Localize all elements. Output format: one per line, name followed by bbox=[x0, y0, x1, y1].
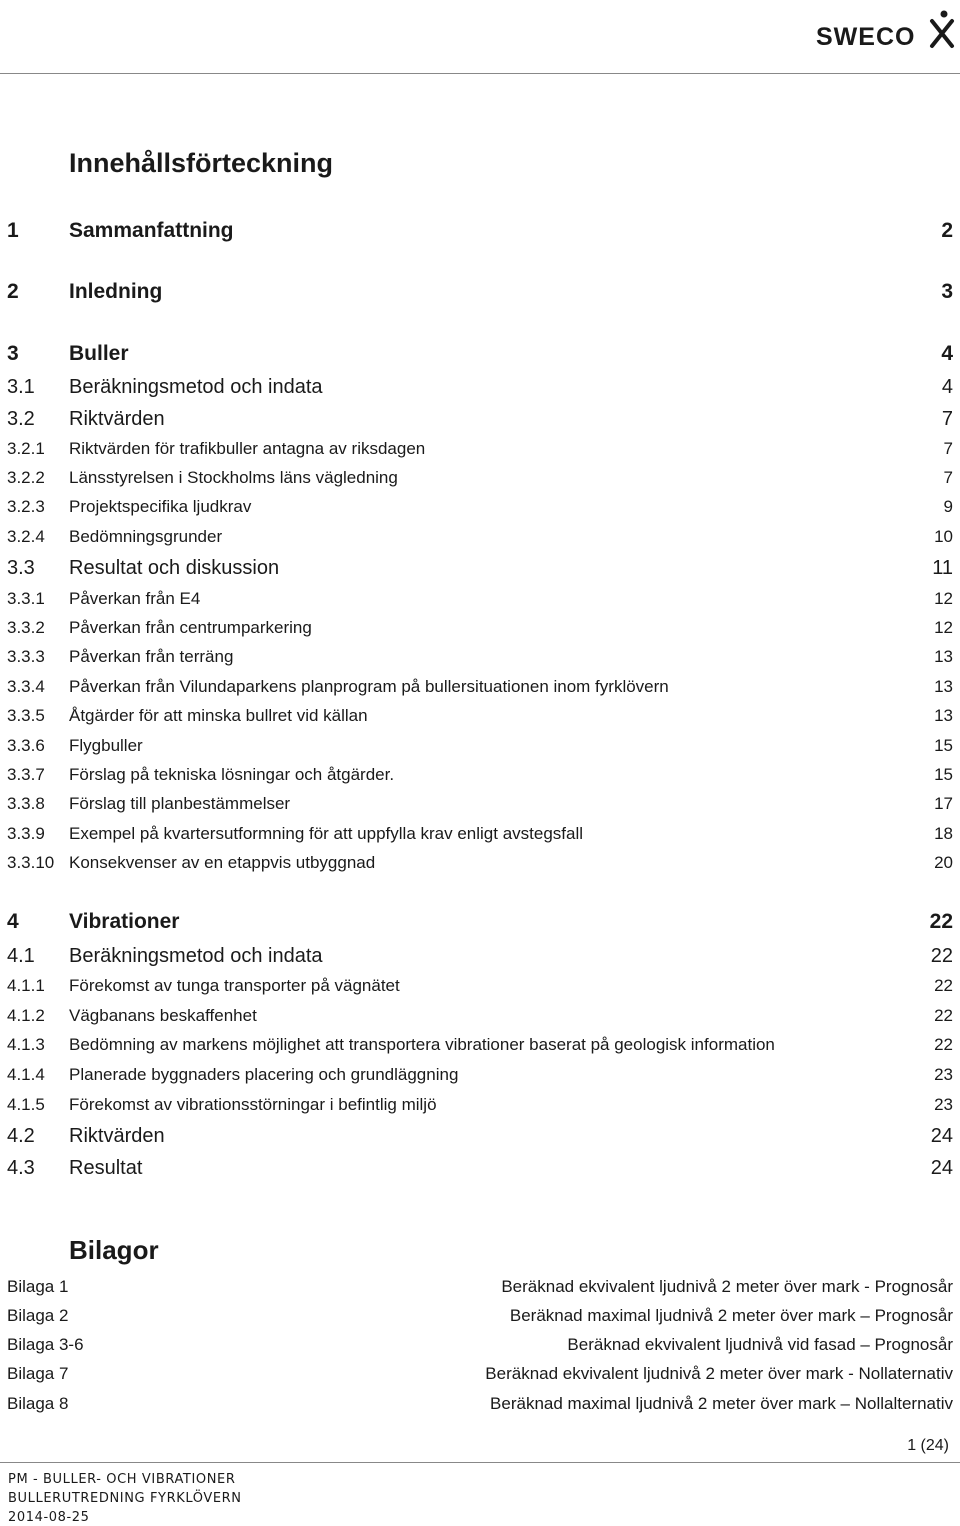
toc-entry-number: 3.1 bbox=[7, 376, 35, 398]
footer-rule bbox=[0, 1462, 960, 1463]
toc-entry-title: Förslag på tekniska lösningar och åtgärder. bbox=[69, 765, 395, 784]
attachments-title: Bilagor bbox=[69, 1235, 159, 1265]
toc-entry-page: 12 bbox=[934, 589, 953, 608]
toc-entry-page: 22 bbox=[934, 1035, 953, 1054]
attachment-description: Beräknad ekvivalent ljudnivå vid fasad – Prognosår bbox=[567, 1335, 953, 1354]
toc-title: Innehållsförteckning bbox=[69, 148, 334, 178]
toc-entry-page: 2 bbox=[941, 219, 953, 242]
toc-entry-page: 22 bbox=[930, 945, 953, 967]
toc-entry-page: 22 bbox=[934, 1006, 953, 1025]
toc-entry-number: 3.2.1 bbox=[7, 439, 45, 458]
attachment-name: Bilaga 7 bbox=[7, 1364, 69, 1383]
toc-entry-number: 3.3.6 bbox=[7, 736, 45, 755]
toc-entry-number: 4.1.5 bbox=[7, 1095, 45, 1114]
toc-entry-number: 3.2.3 bbox=[7, 497, 45, 516]
attachment-name: Bilaga 2 bbox=[7, 1306, 69, 1325]
toc-entry-page: 9 bbox=[943, 497, 953, 516]
toc-entry-title: Förslag till planbestämmelser bbox=[69, 794, 291, 813]
toc-entry-page: 22 bbox=[929, 910, 953, 933]
toc-entry-page: 7 bbox=[943, 439, 953, 458]
toc-entry-title: Vägbanans beskaffenhet bbox=[69, 1006, 257, 1025]
toc-entry-page: 22 bbox=[934, 976, 953, 995]
toc-entry-page: 7 bbox=[941, 408, 953, 430]
toc-entry-page: 12 bbox=[934, 618, 953, 637]
toc-entry-number: 3.3.8 bbox=[7, 794, 45, 813]
toc-entry-number: 4.3 bbox=[7, 1157, 35, 1179]
toc-entry-title: Riktvärden bbox=[69, 1125, 165, 1147]
toc-entry-number: 2 bbox=[7, 280, 19, 303]
toc-entry-title: Konsekvenser av en etappvis utbyggnad bbox=[69, 853, 376, 872]
toc-entry-number: 3.3 bbox=[7, 557, 35, 579]
sweco-x-figure-icon bbox=[932, 11, 952, 47]
footer-doc-type: PM - BULLER- OCH VIBRATIONER bbox=[8, 1472, 236, 1487]
header-rule bbox=[0, 73, 960, 74]
toc-entry-number: 3.3.10 bbox=[7, 853, 55, 872]
toc-entry-number: 4.1.2 bbox=[7, 1006, 45, 1025]
sweco-logo bbox=[816, 8, 956, 52]
toc-entry-title: Länsstyrelsen i Stockholms läns vägledning bbox=[69, 468, 398, 487]
toc-entry-page: 7 bbox=[943, 468, 953, 487]
toc-entry-title: Bedömning av markens möjlighet att transportera vibrationer baserat på geologisk information bbox=[69, 1035, 775, 1054]
toc-entry-page: 3 bbox=[941, 280, 953, 303]
toc-entry-number: 3.2 bbox=[7, 408, 35, 430]
toc-entry-page: 11 bbox=[932, 557, 953, 579]
toc-entry-number: 3.2.2 bbox=[7, 468, 45, 487]
toc-entry-number: 4.2 bbox=[7, 1125, 35, 1147]
attachment-name: Bilaga 8 bbox=[7, 1394, 69, 1413]
toc-entry-title: Förekomst av vibrationsstörningar i befintlig miljö bbox=[69, 1095, 437, 1114]
toc-entry-number: 3.3.1 bbox=[7, 589, 45, 608]
toc-entry-title: Resultat och diskussion bbox=[69, 557, 280, 579]
toc-entry-number: 3.3.9 bbox=[7, 824, 45, 843]
toc-entry-number: 3.3.3 bbox=[7, 647, 45, 666]
toc-entry-page: 10 bbox=[934, 527, 953, 546]
footer-project: BULLERUTREDNING FYRKLÖVERN bbox=[8, 1491, 242, 1506]
toc-entry-title: Påverkan från terräng bbox=[69, 647, 234, 666]
toc-entry-number: 1 bbox=[7, 219, 19, 242]
page-number: 1 (24) bbox=[907, 1437, 949, 1454]
sweco-logo-text: SWECO bbox=[816, 23, 916, 51]
toc-entry-title: Sammanfattning bbox=[69, 219, 234, 242]
toc-entry-page: 13 bbox=[934, 706, 953, 725]
toc-entry-title: Påverkan från centrumparkering bbox=[69, 618, 312, 637]
toc-entry-number: 4.1.1 bbox=[7, 976, 45, 995]
toc-entry-title: Påverkan från Vilundaparkens planprogram på bullersituationen inom fyrklövern bbox=[69, 677, 669, 696]
toc-entry-title: Påverkan från E4 bbox=[69, 589, 201, 608]
toc-entry-number: 4.1.3 bbox=[7, 1035, 45, 1054]
toc-entry-page: 4 bbox=[941, 376, 953, 398]
toc-entry-title: Flygbuller bbox=[69, 736, 143, 755]
toc-entry-number: 3.3.7 bbox=[7, 765, 45, 784]
toc-entry-title: Bedömningsgrunder bbox=[69, 527, 223, 546]
toc-entry-page: 13 bbox=[934, 647, 953, 666]
toc-entry-page: 13 bbox=[934, 677, 953, 696]
toc-entry-page: 23 bbox=[934, 1065, 953, 1084]
toc-entry-title: Buller bbox=[69, 342, 129, 365]
attachment-description: Beräknad maximal ljudnivå 2 meter över mark – Nollalternativ bbox=[490, 1394, 953, 1413]
toc-entry-title: Beräkningsmetod och indata bbox=[69, 945, 323, 967]
toc-entry-number: 3.3.2 bbox=[7, 618, 45, 637]
toc-entry-number: 4 bbox=[7, 910, 19, 933]
toc-entry-title: Åtgärder för att minska bullret vid källan bbox=[69, 706, 368, 725]
toc-entry-number: 4.1 bbox=[7, 945, 35, 967]
toc-entry-title: Planerade byggnaders placering och grundläggning bbox=[69, 1065, 459, 1084]
attachment-description: Beräknad ekvivalent ljudnivå 2 meter över mark - Prognosår bbox=[501, 1277, 953, 1296]
toc-entry-title: Riktvärden bbox=[69, 408, 165, 430]
toc-entry-title: Resultat bbox=[69, 1157, 143, 1179]
toc-entry-page: 20 bbox=[934, 853, 953, 872]
toc-entry-page: 18 bbox=[934, 824, 953, 843]
toc-entry-number: 3 bbox=[7, 342, 19, 365]
toc-entry-number: 3.3.5 bbox=[7, 706, 45, 725]
attachment-name: Bilaga 1 bbox=[7, 1277, 69, 1296]
toc-entry-title: Riktvärden för trafikbuller antagna av riksdagen bbox=[69, 439, 426, 458]
toc-entry-title: Inledning bbox=[69, 280, 163, 303]
toc-entry-page: 17 bbox=[934, 794, 953, 813]
toc-entry-number: 3.3.4 bbox=[7, 677, 45, 696]
toc-entry-page: 24 bbox=[930, 1125, 953, 1147]
toc-entry-page: 15 bbox=[934, 765, 953, 784]
attachment-name: Bilaga 3-6 bbox=[7, 1335, 84, 1354]
footer-date: 2014-08-25 bbox=[8, 1510, 90, 1525]
toc-entry-page: 24 bbox=[930, 1157, 953, 1179]
toc-entry-title: Beräkningsmetod och indata bbox=[69, 376, 323, 398]
toc-entry-title: Vibrationer bbox=[69, 910, 180, 933]
toc-entry-number: 3.2.4 bbox=[7, 527, 45, 546]
attachment-description: Beräknad maximal ljudnivå 2 meter över mark – Prognosår bbox=[509, 1306, 953, 1325]
toc-entry-page: 4 bbox=[941, 342, 953, 365]
toc-entry-number: 4.1.4 bbox=[7, 1065, 45, 1084]
toc-entry-title: Exempel på kvartersutformning för att uppfylla krav enligt avstegsfall bbox=[69, 824, 584, 843]
toc-entry-page: 15 bbox=[934, 736, 953, 755]
toc-entry-title: Projektspecifika ljudkrav bbox=[69, 497, 252, 516]
toc-entry-page: 23 bbox=[934, 1095, 953, 1114]
toc-entry-title: Förekomst av tunga transporter på vägnätet bbox=[69, 976, 400, 995]
attachment-description: Beräknad ekvivalent ljudnivå 2 meter över mark - Nollaternativ bbox=[485, 1364, 953, 1383]
